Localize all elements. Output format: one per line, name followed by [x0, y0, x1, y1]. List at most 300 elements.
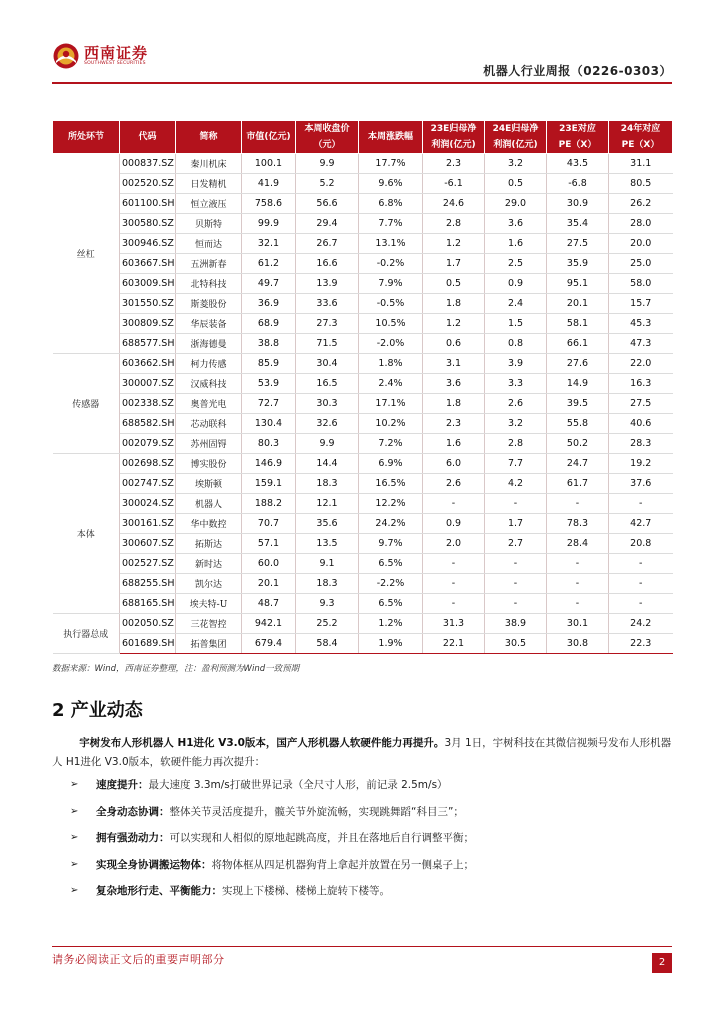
cell-change: -0.2% — [359, 254, 423, 274]
cell-mcap: 99.9 — [242, 214, 296, 234]
col-header-np24-line2: 利润(亿元) — [493, 140, 538, 150]
table-row — [53, 474, 673, 494]
cell-np23: 31.3 — [423, 614, 485, 634]
cell-mcap: 20.1 — [242, 574, 296, 594]
table-row — [53, 414, 673, 434]
cell-np23: 24.6 — [423, 194, 485, 214]
cell-close: 71.5 — [296, 334, 359, 354]
cell-mcap: 49.7 — [242, 274, 296, 294]
cell-code: 688165.SH — [120, 594, 176, 614]
cell-np24: 38.9 — [485, 614, 547, 634]
cell-close: 58.4 — [296, 634, 359, 654]
cell-pe24: 28.0 — [609, 214, 673, 234]
table-row — [53, 234, 673, 254]
cell-code: 002527.SZ — [120, 554, 176, 574]
cell-pe23: 78.3 — [547, 514, 609, 534]
list-item-text — [96, 858, 474, 872]
list-item-body: 整体关节灵活度提升，髋关节外旋流畅，实现跳舞蹈“科目三”； — [169, 805, 464, 818]
cell-change: 6.9% — [359, 454, 423, 474]
cell-mcap: 80.3 — [242, 434, 296, 454]
cell-np24: 2.5 — [485, 254, 547, 274]
cell-change: 12.2% — [359, 494, 423, 514]
cell-code: 688255.SH — [120, 574, 176, 594]
list-item-text — [96, 805, 464, 819]
cell-mcap: 942.1 — [242, 614, 296, 634]
cell-pe23: 20.1 — [547, 294, 609, 314]
report-title: 机器人行业周报（0226-0303） — [483, 64, 672, 78]
cell-change: 6.5% — [359, 594, 423, 614]
table-row — [53, 594, 673, 614]
list-item-title: 速度提升： — [96, 779, 149, 791]
cell-pe24: 42.7 — [609, 514, 673, 534]
cell-mcap: 72.7 — [242, 394, 296, 414]
cell-np24: 4.2 — [485, 474, 547, 494]
cell-change: 7.9% — [359, 274, 423, 294]
cell-np23: 1.8 — [423, 394, 485, 414]
cell-pe24: 45.3 — [609, 314, 673, 334]
cell-mcap: 41.9 — [242, 174, 296, 194]
cell-pe23: - — [547, 594, 609, 614]
cell-code: 300946.SZ — [120, 234, 176, 254]
cell-pe23: 55.8 — [547, 414, 609, 434]
cell-np23: 1.8 — [423, 294, 485, 314]
valuation-table — [52, 120, 673, 654]
table-row — [53, 274, 673, 294]
cell-pe24: 22.3 — [609, 634, 673, 654]
cell-code: 002520.SZ — [120, 174, 176, 194]
arrow-bullet-icon: ➢ — [70, 885, 79, 896]
cell-close: 18.3 — [296, 574, 359, 594]
cell-pe24: 16.3 — [609, 374, 673, 394]
col-header-np24-line1: 24E归母净 — [492, 124, 539, 134]
list-item-text — [96, 778, 448, 792]
cell-change: 1.9% — [359, 634, 423, 654]
list-item-body: 最大速度 3.3m/s打破世界记录（全尺寸人形，前记录 2.5m/s） — [148, 779, 448, 791]
cell-np24: - — [485, 494, 547, 514]
intro-lead-rest: 3月 1日，宇树科技在其微信视频号发布人形机器人 H1进化 V3.0版本，软硬件能力再次提升： — [52, 737, 672, 768]
cell-name: 凯尔达 — [176, 574, 242, 594]
cell-pe23: 35.4 — [547, 214, 609, 234]
cell-pe23: 39.5 — [547, 394, 609, 414]
cell-np23: 0.6 — [423, 334, 485, 354]
cell-pe24: 27.5 — [609, 394, 673, 414]
cell-mcap: 758.6 — [242, 194, 296, 214]
cell-pe23: 66.1 — [547, 334, 609, 354]
cell-code: 300024.SZ — [120, 494, 176, 514]
col-header-pe24 — [609, 121, 673, 154]
cell-pe24: - — [609, 494, 673, 514]
cell-pe24: 20.0 — [609, 234, 673, 254]
table-row — [53, 214, 673, 234]
cell-change: -2.2% — [359, 574, 423, 594]
cell-pe24: 24.2 — [609, 614, 673, 634]
cell-name: 苏州固锝 — [176, 434, 242, 454]
cell-close: 56.6 — [296, 194, 359, 214]
cell-code: 300809.SZ — [120, 314, 176, 334]
cell-change: 2.4% — [359, 374, 423, 394]
col-header-close — [296, 121, 359, 154]
list-item-text — [96, 831, 474, 845]
cell-pe23: - — [547, 574, 609, 594]
cell-np23: 0.9 — [423, 514, 485, 534]
cell-np24: 2.8 — [485, 434, 547, 454]
col-header-close-line1: 本周收盘价 — [304, 124, 350, 134]
cell-code: 603009.SH — [120, 274, 176, 294]
cell-np24: 1.6 — [485, 234, 547, 254]
table-row — [53, 314, 673, 334]
cell-name: 斯菱股份 — [176, 294, 242, 314]
feature-list — [70, 778, 670, 911]
cell-name: 北特科技 — [176, 274, 242, 294]
table-row — [53, 494, 673, 514]
table-row — [53, 454, 673, 474]
cell-np23: - — [423, 574, 485, 594]
table-row — [53, 634, 673, 654]
cell-pe23: 30.9 — [547, 194, 609, 214]
table-row — [53, 334, 673, 354]
cell-change: 13.1% — [359, 234, 423, 254]
list-item — [70, 778, 670, 805]
table-row — [53, 154, 673, 174]
cell-np23: 3.6 — [423, 374, 485, 394]
source-note: 数据来源：Wind，西南证券整理，注：盈利预测为Wind一致预期 — [52, 664, 300, 674]
cell-close: 18.3 — [296, 474, 359, 494]
cell-code: 601100.SH — [120, 194, 176, 214]
cell-name: 汉威科技 — [176, 374, 242, 394]
cell-np24: 0.8 — [485, 334, 547, 354]
cell-pe23: 27.6 — [547, 354, 609, 374]
table-body — [53, 154, 673, 654]
cell-code: 000837.SZ — [120, 154, 176, 174]
cell-close: 16.6 — [296, 254, 359, 274]
logo-english-name: SOUTHWEST SECURITIES — [84, 61, 146, 66]
cell-name: 秦川机床 — [176, 154, 242, 174]
table-header-row — [53, 121, 673, 154]
table-row — [53, 374, 673, 394]
cell-mcap: 61.2 — [242, 254, 296, 274]
cell-change: 9.7% — [359, 534, 423, 554]
cell-mcap: 60.0 — [242, 554, 296, 574]
cell-change: 10.2% — [359, 414, 423, 434]
cell-name: 拓普集团 — [176, 634, 242, 654]
cell-mcap: 679.4 — [242, 634, 296, 654]
cell-change: -0.5% — [359, 294, 423, 314]
cell-np24: 1.5 — [485, 314, 547, 334]
cell-pe23: 14.9 — [547, 374, 609, 394]
col-header-close-line2: （元） — [313, 140, 341, 150]
cell-np24: 0.9 — [485, 274, 547, 294]
cell-close: 16.5 — [296, 374, 359, 394]
cell-np23: 3.1 — [423, 354, 485, 374]
cell-name: 浙海德曼 — [176, 334, 242, 354]
table-row — [53, 394, 673, 414]
cell-pe23: 30.1 — [547, 614, 609, 634]
cell-np24: 29.0 — [485, 194, 547, 214]
cell-code: 300161.SZ — [120, 514, 176, 534]
cell-np24: 30.5 — [485, 634, 547, 654]
col-header-pe24-line1: 24年对应 — [620, 124, 661, 134]
cell-mcap: 146.9 — [242, 454, 296, 474]
cell-name: 新时达 — [176, 554, 242, 574]
cell-name: 拓斯达 — [176, 534, 242, 554]
cell-pe24: - — [609, 554, 673, 574]
cell-np24: 0.5 — [485, 174, 547, 194]
cell-code: 300607.SZ — [120, 534, 176, 554]
list-item-body: 可以实现和人相似的原地起跳高度，并且在落地后自行调整平衡； — [169, 832, 474, 844]
cell-change: 16.5% — [359, 474, 423, 494]
col-header-np23 — [423, 121, 485, 154]
cell-np23: - — [423, 554, 485, 574]
cell-np24: 3.2 — [485, 414, 547, 434]
cell-np23: 22.1 — [423, 634, 485, 654]
cell-mcap: 70.7 — [242, 514, 296, 534]
cell-pe24: 80.5 — [609, 174, 673, 194]
cell-name: 埃斯顿 — [176, 474, 242, 494]
cell-pe23: 28.4 — [547, 534, 609, 554]
cell-name: 贝斯特 — [176, 214, 242, 234]
cell-np23: 1.2 — [423, 234, 485, 254]
cell-np23: 2.3 — [423, 414, 485, 434]
cell-change: 6.5% — [359, 554, 423, 574]
cell-code: 603667.SH — [120, 254, 176, 274]
list-item — [70, 858, 670, 885]
cell-pe24: 26.2 — [609, 194, 673, 214]
cell-mcap: 36.9 — [242, 294, 296, 314]
cell-pe23: -6.8 — [547, 174, 609, 194]
table-row — [53, 534, 673, 554]
intro-paragraph — [52, 734, 672, 772]
cell-np24: - — [485, 594, 547, 614]
brand-logo — [52, 42, 148, 70]
col-header-pe23-line2: PE（X） — [558, 140, 597, 150]
cell-code: 301550.SZ — [120, 294, 176, 314]
cell-mcap: 130.4 — [242, 414, 296, 434]
col-header-change: 本周涨跌幅 — [359, 121, 423, 154]
cell-np23: -6.1 — [423, 174, 485, 194]
cell-code: 002747.SZ — [120, 474, 176, 494]
col-header-segment: 所处环节 — [53, 121, 120, 154]
col-header-pe23-line1: 23E对应 — [559, 124, 596, 134]
cell-close: 35.6 — [296, 514, 359, 534]
cell-close: 9.9 — [296, 154, 359, 174]
cell-close: 9.3 — [296, 594, 359, 614]
col-header-np23-line2: 利润(亿元) — [431, 140, 476, 150]
cell-close: 29.4 — [296, 214, 359, 234]
cell-code: 002050.SZ — [120, 614, 176, 634]
header-divider — [52, 82, 672, 84]
table-row — [53, 254, 673, 274]
cell-pe23: 43.5 — [547, 154, 609, 174]
col-header-pe23 — [547, 121, 609, 154]
cell-close: 5.2 — [296, 174, 359, 194]
cell-close: 9.9 — [296, 434, 359, 454]
cell-np24: 3.2 — [485, 154, 547, 174]
cell-pe24: 15.7 — [609, 294, 673, 314]
cell-np23: 2.3 — [423, 154, 485, 174]
arrow-bullet-icon: ➢ — [70, 805, 79, 817]
cell-pe24: 19.2 — [609, 454, 673, 474]
cell-np23: 2.0 — [423, 534, 485, 554]
cell-pe24: 20.8 — [609, 534, 673, 554]
list-item-title: 全身动态协调： — [96, 805, 170, 818]
cell-pe24: - — [609, 594, 673, 614]
list-item-body: 将物体框从四足机器狗背上拿起并放置在另一侧桌子上； — [211, 858, 474, 871]
cell-np24: 2.4 — [485, 294, 547, 314]
cell-change: 1.2% — [359, 614, 423, 634]
table-row — [53, 554, 673, 574]
cell-mcap: 100.1 — [242, 154, 296, 174]
cell-mcap: 38.8 — [242, 334, 296, 354]
cell-np24: - — [485, 574, 547, 594]
cell-np24: 2.7 — [485, 534, 547, 554]
cell-change: 7.2% — [359, 434, 423, 454]
cell-close: 14.4 — [296, 454, 359, 474]
table-row — [53, 514, 673, 534]
cell-close: 13.5 — [296, 534, 359, 554]
cell-name: 柯力传感 — [176, 354, 242, 374]
cell-pe23: 24.7 — [547, 454, 609, 474]
cell-mcap: 57.1 — [242, 534, 296, 554]
cell-change: 17.7% — [359, 154, 423, 174]
cell-np24: 3.3 — [485, 374, 547, 394]
cell-mcap: 48.7 — [242, 594, 296, 614]
cell-change: -2.0% — [359, 334, 423, 354]
cell-np23: 0.5 — [423, 274, 485, 294]
cell-name: 芯动联科 — [176, 414, 242, 434]
col-header-name: 简称 — [176, 121, 242, 154]
col-header-np24 — [485, 121, 547, 154]
cell-code: 601689.SH — [120, 634, 176, 654]
cell-mcap: 53.9 — [242, 374, 296, 394]
cell-close: 30.3 — [296, 394, 359, 414]
list-item-title: 实现全身协调搬运物体： — [96, 858, 212, 871]
arrow-bullet-icon: ➢ — [70, 832, 79, 843]
cell-np24: 2.6 — [485, 394, 547, 414]
table-row — [53, 614, 673, 634]
cell-name: 恒而达 — [176, 234, 242, 254]
cell-change: 7.7% — [359, 214, 423, 234]
cell-change: 10.5% — [359, 314, 423, 334]
col-header-code: 代码 — [120, 121, 176, 154]
cell-pe23: - — [547, 494, 609, 514]
cell-code: 688577.SH — [120, 334, 176, 354]
cell-pe24: 40.6 — [609, 414, 673, 434]
list-item-title: 拥有强劲动力： — [96, 832, 170, 844]
cell-code: 002698.SZ — [120, 454, 176, 474]
cell-code: 300007.SZ — [120, 374, 176, 394]
brand-logo-icon — [52, 42, 80, 70]
segment-cell: 执行器总成 — [53, 614, 120, 654]
cell-code: 002079.SZ — [120, 434, 176, 454]
table-row — [53, 574, 673, 594]
cell-pe24: 58.0 — [609, 274, 673, 294]
cell-code: 300580.SZ — [120, 214, 176, 234]
list-item-text — [96, 884, 390, 898]
cell-np24: 3.6 — [485, 214, 547, 234]
cell-np23: 2.6 — [423, 474, 485, 494]
arrow-bullet-icon: ➢ — [70, 779, 79, 790]
cell-code: 002338.SZ — [120, 394, 176, 414]
cell-name: 恒立液压 — [176, 194, 242, 214]
cell-close: 27.3 — [296, 314, 359, 334]
cell-np24: 1.7 — [485, 514, 547, 534]
cell-name: 华中数控 — [176, 514, 242, 534]
cell-close: 33.6 — [296, 294, 359, 314]
cell-np24: 7.7 — [485, 454, 547, 474]
cell-pe24: 28.3 — [609, 434, 673, 454]
cell-code: 688582.SH — [120, 414, 176, 434]
cell-mcap: 188.2 — [242, 494, 296, 514]
col-header-np23-line1: 23E归母净 — [430, 124, 477, 134]
cell-np23: - — [423, 594, 485, 614]
table-row — [53, 194, 673, 214]
cell-mcap: 32.1 — [242, 234, 296, 254]
cell-close: 25.2 — [296, 614, 359, 634]
cell-pe24: - — [609, 574, 673, 594]
arrow-bullet-icon: ➢ — [70, 858, 79, 870]
intro-lead-bold: 宇树发布人形机器人 H1进化 V3.0版本，国产人形机器人软硬件能力再提升。 — [79, 737, 445, 749]
cell-change: 6.8% — [359, 194, 423, 214]
cell-close: 32.6 — [296, 414, 359, 434]
cell-mcap: 85.9 — [242, 354, 296, 374]
cell-pe23: 58.1 — [547, 314, 609, 334]
footer-disclaimer: 请务必阅读正文后的重要声明部分 — [52, 953, 225, 966]
cell-np23: 6.0 — [423, 454, 485, 474]
col-header-pe24-line2: PE（X） — [621, 140, 660, 150]
list-item — [70, 805, 670, 832]
cell-np23: 2.8 — [423, 214, 485, 234]
cell-name: 机器人 — [176, 494, 242, 514]
cell-pe23: 30.8 — [547, 634, 609, 654]
table-row — [53, 294, 673, 314]
cell-pe24: 31.1 — [609, 154, 673, 174]
list-item-title: 复杂地形行走、平衡能力： — [96, 885, 222, 897]
cell-change: 17.1% — [359, 394, 423, 414]
cell-pe23: - — [547, 554, 609, 574]
cell-name: 华辰装备 — [176, 314, 242, 334]
cell-pe23: 50.2 — [547, 434, 609, 454]
cell-close: 13.9 — [296, 274, 359, 294]
list-item — [70, 884, 670, 911]
cell-mcap: 159.1 — [242, 474, 296, 494]
cell-np24: 3.9 — [485, 354, 547, 374]
cell-close: 9.1 — [296, 554, 359, 574]
cell-close: 12.1 — [296, 494, 359, 514]
cell-name: 日发精机 — [176, 174, 242, 194]
cell-name: 五洲新春 — [176, 254, 242, 274]
cell-pe23: 95.1 — [547, 274, 609, 294]
table-row — [53, 354, 673, 374]
cell-pe23: 27.5 — [547, 234, 609, 254]
page-number: 2 — [652, 953, 672, 973]
cell-pe23: 35.9 — [547, 254, 609, 274]
cell-change: 1.8% — [359, 354, 423, 374]
section-title: 2 产业动态 — [52, 700, 143, 721]
col-header-mcap: 市值(亿元) — [242, 121, 296, 154]
cell-name: 博实股份 — [176, 454, 242, 474]
table-row — [53, 434, 673, 454]
cell-name: 三花智控 — [176, 614, 242, 634]
logo-chinese-name: 西南证券 — [84, 44, 149, 62]
segment-cell: 传感器 — [53, 354, 120, 454]
cell-change: 24.2% — [359, 514, 423, 534]
cell-code: 603662.SH — [120, 354, 176, 374]
list-item — [70, 831, 670, 858]
cell-close: 26.7 — [296, 234, 359, 254]
table-row — [53, 174, 673, 194]
cell-pe24: 47.3 — [609, 334, 673, 354]
cell-pe23: 61.7 — [547, 474, 609, 494]
